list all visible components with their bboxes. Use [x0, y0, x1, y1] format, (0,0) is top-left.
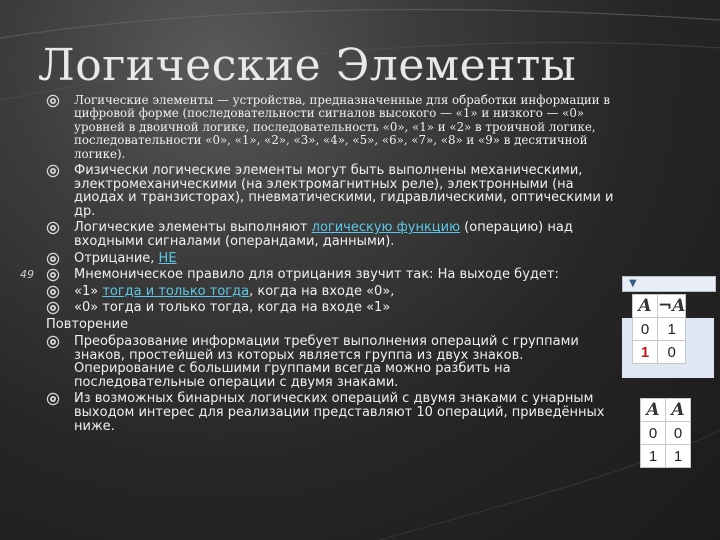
plain-label: Повторение [46, 316, 129, 332]
list-item-text: «0» тогда и только тогда, когда на входе «1» [74, 300, 391, 316]
bullet-icon [46, 164, 60, 178]
table-cell: 0 [641, 422, 666, 445]
bullet-icon [46, 301, 60, 315]
content-list [46, 94, 626, 436]
bullet-icon [46, 285, 60, 299]
scrollbar[interactable] [622, 276, 716, 292]
table-header-cell: ¬A [658, 296, 686, 316]
inline-link[interactable]: логическую функцию [311, 220, 461, 236]
bullet-icon [46, 252, 60, 266]
bullet-icon [46, 335, 60, 349]
bullet-icon [46, 392, 60, 406]
table-cell: 0 [666, 422, 691, 445]
inline-link[interactable]: НЕ [158, 250, 177, 266]
list-item-text: , когда на входе «0», [249, 283, 395, 299]
list-item-text: Физически логические элементы могут быть выполнены механическими, электромеханическими (на электромагнитных реле), электронными (на диодах и транзисторах), пневматическими, гидравлическими, оптическими и др. [74, 163, 614, 219]
list-item [46, 94, 626, 161]
list-item-text: Мнемоническое правило для отрицания звучит так: На выходе будет: [74, 267, 559, 283]
list-item-text: «1» [74, 283, 103, 299]
page-title: Логические Элементы [38, 40, 577, 91]
table-cell: 1 [658, 318, 686, 341]
table-cell: 0 [633, 318, 658, 341]
list-item [46, 221, 626, 248]
inline-link[interactable]: тогда и только тогда [102, 283, 250, 299]
list-item-text: Преобразование информации требует выполнения операций с группами знаков, простейшей из которых является группа из двух знаков. Оперирование с большими группами всегда можно разбить на последовательные операции с двумя знаками. [74, 333, 579, 390]
list-item [46, 268, 626, 282]
list-item [46, 164, 626, 218]
list-item [46, 335, 626, 389]
table-cell: 1 [633, 341, 658, 364]
list-item-text: Из возможных бинарных логических операций с двумя знаками с унарным выходом интерес для реализации представляют 10 операций, приведённых ниже. [74, 391, 605, 434]
table-header-cell: A [633, 295, 658, 318]
list-item-text: Отрицание, [74, 250, 159, 266]
bullet-icon [46, 268, 60, 282]
list-item-text: Логические элементы выполняют [74, 220, 312, 236]
bullet-icon [46, 94, 60, 108]
table-header-cell: A [666, 399, 691, 422]
truth-table-not [632, 294, 686, 364]
list-item [46, 252, 626, 266]
dropdown-arrow-icon[interactable]: ▼ [629, 278, 637, 289]
list-item-text: Логические элементы — устройства, предназначенные для обработки информации в цифровой форме (последовательности сигналов высокого — «1» и низкого — «0» уровней в двоичной логике, последовательность «0», «1» и «2» в троичной логике, последовательности «0», «1», «2», «3», «4», «5», «6», «7», «8» и «9» в десятичной логике). [74, 93, 611, 161]
table-cell: 1 [666, 445, 691, 468]
list-item [46, 285, 626, 299]
list-item [46, 392, 626, 433]
table-cell: 0 [658, 341, 686, 364]
page-number: 49 [20, 268, 34, 281]
list-item [46, 301, 626, 315]
table-cell: 1 [641, 445, 666, 468]
bullet-icon [46, 221, 60, 235]
truth-table-ab [640, 398, 691, 468]
list-item-text: (операцию) над входными сигналами (операндами, данными). [74, 220, 573, 249]
table-header-cell: A [641, 399, 666, 422]
